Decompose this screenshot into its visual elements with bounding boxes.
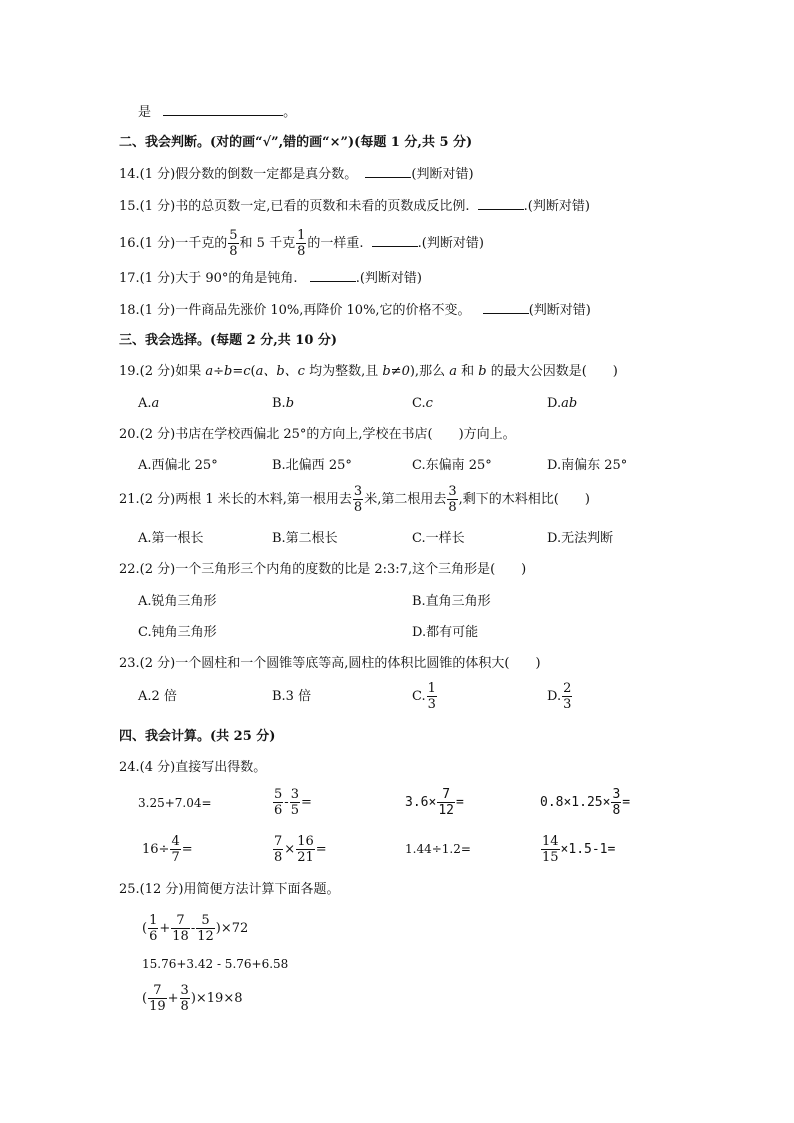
question-25 — [119, 881, 340, 899]
denominator: 8 — [297, 244, 306, 259]
q19-pre: 如果 — [175, 364, 206, 379]
fraction — [170, 834, 180, 865]
numerator: 7 — [148, 983, 167, 999]
question-22 — [119, 561, 526, 579]
q19-and: 和 — [456, 364, 479, 379]
question-20 — [119, 426, 516, 444]
q19-condition: b≠0 — [382, 364, 410, 379]
q18-text: 一件商品先涨价 10%,再降价 10%,它的价格不变。 — [175, 303, 471, 318]
numerator: 5 — [274, 787, 283, 802]
q15-blank[interactable] — [478, 197, 524, 210]
numerator: 5 — [229, 228, 238, 243]
question-14 — [119, 165, 474, 184]
denominator: 18 — [172, 929, 189, 944]
calc-2 — [272, 786, 312, 820]
paren-close: )×72 — [215, 921, 249, 936]
q22-label: 22.(2 分) — [119, 562, 176, 577]
q19-var-b: b — [478, 364, 487, 379]
q24-label: 24.(4 分) — [119, 760, 176, 775]
q14-text: 假分数的倒数一定都是真分数。 — [175, 167, 358, 182]
q23-label: 23.(2 分) — [119, 656, 176, 671]
numerator: 1 — [427, 681, 436, 696]
denominator: 8 — [448, 500, 457, 515]
q21-fraction-1 — [353, 484, 363, 515]
numerator: 3 — [290, 787, 299, 802]
fraction — [437, 787, 455, 818]
q20-option-a[interactable]: A.西偏北 25° — [138, 458, 218, 473]
q16-label: 16.(1 分) — [119, 236, 176, 251]
q21-option-d[interactable]: D.无法判断 — [547, 531, 614, 546]
equals: = — [300, 795, 312, 810]
numerator: 14 — [542, 834, 559, 849]
fraction — [541, 834, 560, 865]
q16-fraction-1 — [228, 228, 238, 259]
q17-blank[interactable] — [310, 269, 356, 282]
q21-post: ,剩下的木料相比( ) — [458, 492, 590, 507]
option-letter: D. — [547, 689, 562, 704]
operator: - — [190, 921, 196, 936]
q19-label: 19.(2 分) — [119, 364, 176, 379]
numerator: 16 — [297, 834, 314, 849]
q19-expression: a÷b=c — [205, 364, 251, 379]
numerator: 1 — [149, 913, 158, 928]
numerator: 3 — [180, 983, 189, 998]
q21-option-a[interactable]: A.第一根长 — [138, 531, 204, 546]
q18-label: 18.(1 分) — [119, 303, 176, 318]
q15-tail: .(判断对错) — [523, 199, 590, 214]
option-letter: B. — [272, 396, 286, 411]
question-19 — [119, 363, 618, 381]
q25-expression-1 — [142, 912, 248, 946]
q21-mid: 米,第二根用去 — [364, 492, 447, 507]
q15-label: 15.(1 分) — [119, 199, 176, 214]
q20-text: 书店在学校西偏北 25°的方向上,学校在书店( )方向上。 — [175, 427, 516, 442]
fraction — [273, 787, 283, 818]
q19-option-c[interactable] — [412, 395, 433, 413]
option-fraction — [427, 681, 437, 712]
paren-open: ( — [142, 921, 148, 936]
q18-tail: (判断对错) — [528, 303, 591, 318]
q19-option-b[interactable] — [272, 395, 294, 413]
top-line-suffix: 。 — [283, 105, 297, 120]
numerator: 7 — [274, 834, 283, 849]
denominator: 21 — [297, 850, 314, 865]
option-fraction — [562, 681, 572, 712]
numerator: 3 — [353, 484, 363, 499]
denominator: 12 — [197, 929, 214, 944]
q17-text: 大于 90°的角是钝角. — [175, 271, 298, 286]
q19-option-d[interactable] — [547, 395, 577, 413]
q15-text: 书的总页数一定,已看的页数和未看的页数成反比例. — [175, 199, 470, 214]
numerator: 7 — [171, 913, 190, 929]
denominator: 12 — [438, 803, 454, 818]
q19-vars: a、b、c — [255, 364, 305, 379]
operator: + — [167, 991, 179, 1006]
numerator: 7 — [437, 787, 455, 803]
denominator: 6 — [149, 929, 158, 944]
option-text: b — [285, 396, 295, 411]
option-letter: C. — [412, 396, 426, 411]
q22-option-c[interactable]: C.钝角三角形 — [138, 625, 217, 640]
top-line — [138, 103, 296, 122]
fraction — [171, 913, 190, 944]
q22-text: 一个三角形三个内角的度数的比是 2:3:7,这个三角形是( ) — [175, 562, 527, 577]
q25-expression-3 — [142, 982, 242, 1016]
calc-1: 3.25+7.04= — [138, 796, 212, 810]
q25-label: 25.(12 分) — [119, 882, 184, 897]
paren-open: ( — [142, 991, 148, 1006]
fraction — [611, 787, 621, 818]
q14-label: 14.(1 分) — [119, 167, 176, 182]
q20-option-b[interactable]: B.北偏西 25° — [272, 458, 352, 473]
question-18 — [119, 301, 591, 320]
q25-expression-2: 15.76+3.42 - 5.76+6.58 — [142, 957, 289, 971]
denominator: 3 — [427, 697, 436, 712]
denominator: 8 — [180, 999, 189, 1014]
calc-8 — [540, 833, 615, 867]
q24-text: 直接写出得数。 — [175, 760, 267, 775]
fraction — [196, 913, 215, 944]
question-16 — [119, 228, 484, 260]
operator: - — [284, 795, 289, 810]
denominator: 15 — [542, 850, 559, 865]
q14-blank[interactable] — [365, 165, 411, 178]
fraction — [148, 913, 158, 944]
numerator: 1 — [297, 228, 306, 243]
denominator: 7 — [171, 850, 180, 865]
numerator: 5 — [196, 913, 215, 929]
fraction — [148, 983, 167, 1014]
question-23 — [119, 655, 541, 673]
q17-tail: .(判断对错) — [355, 271, 422, 286]
q23-option-b[interactable]: B.3 倍 — [272, 689, 312, 704]
q19-mid: ( — [250, 364, 256, 379]
answer-blank[interactable] — [163, 103, 283, 116]
q21-pre: 两根 1 米长的木料,第一根用去 — [175, 492, 352, 507]
q25-text: 用简便方法计算下面各题。 — [183, 882, 340, 897]
calc-7: 1.44÷1.2= — [405, 842, 471, 856]
option-letter: D. — [547, 396, 562, 411]
option-text: ab — [561, 396, 578, 411]
equals: = — [622, 795, 631, 810]
option-text: c — [425, 396, 433, 411]
q21-fraction-2 — [447, 484, 457, 515]
q22-option-d[interactable]: D.都有可能 — [412, 625, 479, 640]
fraction — [273, 834, 283, 865]
paren-close: )×19×8 — [190, 991, 243, 1006]
denominator: 19 — [149, 999, 166, 1014]
fraction — [296, 834, 315, 865]
q16-pre: 一千克的 — [175, 236, 228, 251]
section2-heading: 二、我会判断。(对的画“√”,错的画“×”)(每题 1 分,共 5 分) — [119, 135, 473, 150]
numerator: 3 — [448, 484, 457, 499]
top-line-prefix: 是 — [138, 105, 152, 120]
q16-mid: 和 5 千克 — [239, 236, 296, 251]
calc-5 — [142, 833, 193, 867]
denominator: 5 — [290, 803, 299, 818]
q19-post: 的最大公因数是( ) — [486, 364, 618, 379]
fraction — [290, 787, 300, 818]
expression: ×1.5-1= — [560, 842, 616, 857]
q20-option-c[interactable]: C.东偏南 25° — [412, 458, 492, 473]
question-15 — [119, 197, 590, 216]
calc-3 — [405, 786, 464, 820]
expression: 16÷ — [142, 842, 170, 857]
option-letter: C. — [412, 689, 426, 704]
section3-heading: 三、我会选择。(每题 2 分,共 10 分) — [119, 333, 338, 348]
section4-heading: 四、我会计算。(共 25 分) — [119, 729, 276, 744]
fraction — [180, 983, 190, 1014]
q19-var-a: a — [449, 364, 457, 379]
expression: 0.8×1.25× — [540, 795, 611, 810]
equals: = — [455, 795, 464, 810]
q19-mid3: ),那么 — [409, 364, 450, 379]
calc-4 — [540, 786, 630, 820]
q23-text: 一个圆柱和一个圆锥等底等高,圆柱的体积比圆锥的体积大( ) — [175, 656, 541, 671]
operator: + — [159, 921, 171, 936]
q16-tail: .(判断对错) — [417, 236, 484, 251]
q22-option-a[interactable]: A.锐角三角形 — [138, 594, 217, 609]
option-text: a — [151, 396, 160, 411]
q16-blank[interactable] — [372, 234, 418, 247]
q18-blank[interactable] — [483, 301, 529, 314]
q14-tail: (判断对错) — [411, 167, 474, 182]
q21-option-b[interactable]: B.第二根长 — [272, 531, 338, 546]
q20-label: 20.(2 分) — [119, 427, 176, 442]
denominator: 3 — [563, 697, 572, 712]
q23-option-a[interactable]: A.2 倍 — [138, 689, 177, 704]
q17-label: 17.(1 分) — [119, 271, 176, 286]
denominator: 8 — [612, 803, 621, 818]
denominator: 8 — [229, 244, 238, 259]
q21-option-c[interactable]: C.一样长 — [412, 531, 465, 546]
numerator: 3 — [612, 787, 621, 802]
q16-post: 的一样重. — [307, 236, 364, 251]
denominator: 8 — [274, 850, 283, 865]
numerator: 2 — [563, 681, 572, 696]
denominator: 8 — [353, 500, 363, 515]
option-letter: A. — [138, 396, 152, 411]
calc-6 — [272, 833, 327, 867]
q21-label: 21.(2 分) — [119, 492, 176, 507]
question-21 — [119, 484, 590, 516]
q23-option-c[interactable] — [412, 680, 438, 714]
q22-option-b[interactable]: B.直角三角形 — [412, 594, 491, 609]
operator: × — [284, 842, 296, 857]
q20-option-d[interactable]: D.南偏东 25° — [547, 458, 628, 473]
equals: = — [315, 842, 327, 857]
equals: = — [181, 842, 193, 857]
denominator: 6 — [274, 803, 283, 818]
numerator: 4 — [171, 834, 180, 849]
question-24 — [119, 759, 266, 777]
q19-option-a[interactable] — [138, 395, 159, 413]
question-17 — [119, 269, 422, 288]
expression: 3.6× — [405, 795, 437, 810]
q23-option-d[interactable] — [547, 680, 573, 714]
q19-mid2: 均为整数,且 — [304, 364, 383, 379]
q16-fraction-2 — [296, 228, 306, 259]
